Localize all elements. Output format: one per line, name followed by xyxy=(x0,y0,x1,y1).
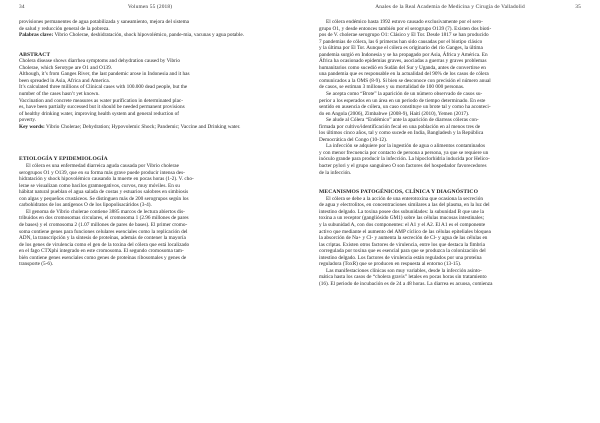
para-line: intestino delgado. La toxina posee dos subunidades: la subunidad B que une la xyxy=(319,208,484,215)
para-line: El cólera se debe a la acción de una enterotoxina que ocasiona la secreción xyxy=(326,195,483,202)
abstract-line: Vaccination and concrete measures as water purification in determinated plac- xyxy=(19,97,183,104)
etiologia-line: de bases) y el cromosoma 2 (1.07 millones de pares de bases). El primer cromo- xyxy=(19,221,188,228)
mecanismos-heading: MECANISMOS PATOGÉNICOS, CLÍNICA Y DIAGNÓSTICO xyxy=(319,189,479,196)
right-body xyxy=(319,19,581,287)
etiologia-line: en el fago CTXphi integrado en este cromosoma. El segundo cromosoma tam- xyxy=(19,248,184,255)
para-line: Las manifestaciones clínicas son muy variables, desde la infección asinto- xyxy=(326,267,482,274)
para-line: 7 pandemias de cólera, las 6 primeras han sido causadas por el biotipo clásico xyxy=(319,38,483,45)
para-line: humanitarios como sucedió en Sudán del Sur y Uganda, antes de convertirse en xyxy=(319,64,486,71)
palabras-clave-label: Palabras clave: xyxy=(19,32,54,39)
para-line: sentido en ausencia de cólera, un caso constituye un brote tal y como ha aconteci- xyxy=(319,104,491,111)
abstract-heading: ABSTRACT xyxy=(19,51,51,58)
etiologia-line: lerae se visualizan como bacilos gramnegativos, curvos, muy móviles. En su xyxy=(19,182,180,189)
etiologia-line: tribuidos en dos cromosomas circulares, el cromosoma 1 (2.96 millones de pares xyxy=(19,215,189,222)
para-line: do en Angola (2006), Zimbabwe (2008-9), Haití (2010), Yemen (2017). xyxy=(319,110,470,117)
para-line: los últimos cinco años, tal y como sucede en India, Bangladesh y la República xyxy=(319,130,484,137)
para-line: intestino delgado. Los factores de virulencia están regulados por una proteína xyxy=(319,254,482,261)
etiologia-line: bién contiene genes esenciales como genes de proteínas ribosomales y genes de xyxy=(19,254,187,261)
para-line: y con menor frecuencia por contacto de persona a persona, ya que se requiere un xyxy=(319,149,489,156)
para-line: de la infección. xyxy=(319,169,352,176)
abstract-line: Cholera disease shows diarrhea symptoms and dehydration caused by Vibrio xyxy=(19,58,180,65)
para-line: La infección se adquiere por la ingestión de agua o alimentos contaminados xyxy=(326,143,486,150)
para-line: (16). El periodo de incubación es de 24 a 48 horas. La diarrea es acuosa, comienza xyxy=(319,280,493,287)
para-line: África ha ocasionado epidemias graves, asociadas a guerras y graves problemas xyxy=(319,58,487,65)
etiologia-line: El genoma de Vibrio cholerae contiene 3885 marcos de lectura abiertos dis- xyxy=(26,208,185,215)
para-line: El cólera endémico hasta 1992 estuvo causado exclusivamente por el sero- xyxy=(326,19,483,25)
etiologia-heading: ETIOLOGÍA Y EPIDEMIOLOGÍA xyxy=(19,156,108,163)
right-page xyxy=(300,0,600,423)
para-line: Se acepta como “Brote” la aparición de un número observado de casos su- xyxy=(326,91,483,98)
para-line: una pandemia que es responsable en la actualidad del 90% de los casos de cólera xyxy=(319,71,489,78)
palabras-clave xyxy=(19,32,281,39)
para-line: firmada por cultivo/identificación fecal en una población en al menos tres de xyxy=(319,123,481,130)
para-line: inóculo grande para producir la infección. La hipoclorhidria inducida por Helico- xyxy=(319,156,490,163)
para-line: pandemia surgió en Indonesia y se ha propagado por Asia, África y América. En xyxy=(319,51,488,58)
para-line: la absorción de Na+ y Cl- y aumenta la secreción de Cl- y agua de las células en xyxy=(319,235,488,242)
right-page-number: 35 xyxy=(575,4,581,10)
left-body xyxy=(19,19,281,268)
para-line: toxina a un receptor (gangliósido GM1) sobre las células mucosas intestinales; xyxy=(319,215,485,222)
right-running-head: Anales de la Real Academia de Medicina y Cirugía de Valladolid xyxy=(375,4,525,10)
abstract-line: been spreaded in Asia, Africa and America. xyxy=(19,77,110,84)
para-line: comunicados a la OMS (8-9). Si bien se desconoce con precisión el número anual xyxy=(319,77,491,84)
para-line: activo que mediante el aumento del AMP cíclico de las células epiteliales bloquea xyxy=(319,228,491,235)
para-line: de casos, se estiman 3 millones y su mortalidad de 100 000 personas. xyxy=(319,84,465,91)
abstract-line: es, have been partially successed but it should be needed permanent provisions xyxy=(19,104,185,111)
etiologia-line: El cólera es una enfermedad diarreica aguda causada por Vibrio cholerae xyxy=(26,163,179,170)
abstract-line: number of the cases hasn’t yet known. xyxy=(19,91,100,98)
para-line: Se alude al Cólera “Endémico” ante la aparición de diarreas cóleras con- xyxy=(326,117,479,124)
para-line: de agua y electrolitos, en concentraciones similares a las del plasma, en la luz del xyxy=(319,202,490,209)
para-line: y la subunidad A, con dos componentes: el A1 y el A2. El A1 es el componente xyxy=(319,221,486,228)
abstract-line: poverty. xyxy=(19,117,37,124)
para-line: Democrática del Congo (10-12). xyxy=(319,136,388,143)
etiologia-line: carbohidratos de los antígenos O de los lipopolisacáridos (3-4). xyxy=(19,202,152,209)
para-line: pos de V. cholerae serogrupo O1: Clásico y El Tor. Desde 1817 se han producido xyxy=(319,32,489,39)
para-line: grupo O1, y desde entonces también por el serogrupo O139 (7). Existen dos bioti- xyxy=(319,25,492,32)
palabras-clave-text: Vibrio Cholerae, deshidratación, shock hipovolémico, pande-mia, vacunas y agua potable. xyxy=(54,32,244,39)
para-line: mática hasta los casos de “cholera gravis” letales en pocas horas sin tratamiento xyxy=(319,274,487,281)
para-line: corregulada por toxina que es esencial para que se produzca la colonización del xyxy=(319,248,486,255)
abstract-line: Cholerae, which Serotype are O1 and O139. xyxy=(19,64,113,71)
key-words-text: Vibrio Cholerae; Dehydration; Hypovolemic Shock; Pandemic; Vaccine and Drinking water. xyxy=(46,123,241,130)
etiologia-line: transporte (5-6). xyxy=(19,261,54,268)
intro-line: de salud y reducción general de la pobreza. xyxy=(19,25,110,32)
abstract-line: It’s calculated three millions of Clinical cases with 100.000 dead people, but the xyxy=(19,84,188,91)
etiologia-line: hábitat natural pueblan el agua salada de costas y estuarios salobres en simbiosis xyxy=(19,189,189,196)
left-page-number: 34 xyxy=(19,4,25,10)
etiologia-line: soma contiene genes para funciones celulares esenciales como la replicación del xyxy=(19,228,188,235)
abstract-line: of healthy drinking water, improving health system and general reduction of xyxy=(19,110,180,117)
etiologia-line: hidratación y shock hipovolémico causando la muerte en pocas horas (1-2). V. cho- xyxy=(19,176,194,183)
para-line: perior a los esperados en un área en un periodo de tiempo determinado. En este xyxy=(319,97,486,104)
etiologia-line: con algas y pequeños crustáceos. Se distinguen más de 200 serogrupos según los xyxy=(19,195,189,202)
para-line: y la última por El Tor. Aunque el cólera es originario del río Ganges, la última xyxy=(319,45,483,52)
etiologia-line: de los genes de virulencia como el gen de la toxina del cólera que está localizado xyxy=(19,241,190,248)
abstract-line: Although, it’s from Ganges River, the last pandemic arose in Indonesia and it has xyxy=(19,71,190,78)
key-words-label: Key words: xyxy=(19,123,45,130)
para-line: las criptas. Existen otros factores de virulencia, entre los que destaca la fimbria xyxy=(319,241,485,248)
intro-line: provisiones permanentes de agua potabilizada y saneamiento, mejora del sistema xyxy=(19,19,189,25)
etiologia-line: ADN, la transcripción y la síntesis de proteínas, además de contener la mayoría xyxy=(19,235,186,242)
para-line: bacter pylori y el grupo sanguíneo O son factores del hospedador favorecedores xyxy=(319,163,487,170)
etiologia-line: serogrupos O1 y O139, que en su forma más grave puede producir intensa des- xyxy=(19,169,185,176)
para-line: reguladora (ToxR) que se producen en respuesta al entorno (13-15). xyxy=(319,261,462,268)
left-running-head: Volumen 55 (2018) xyxy=(127,4,173,10)
